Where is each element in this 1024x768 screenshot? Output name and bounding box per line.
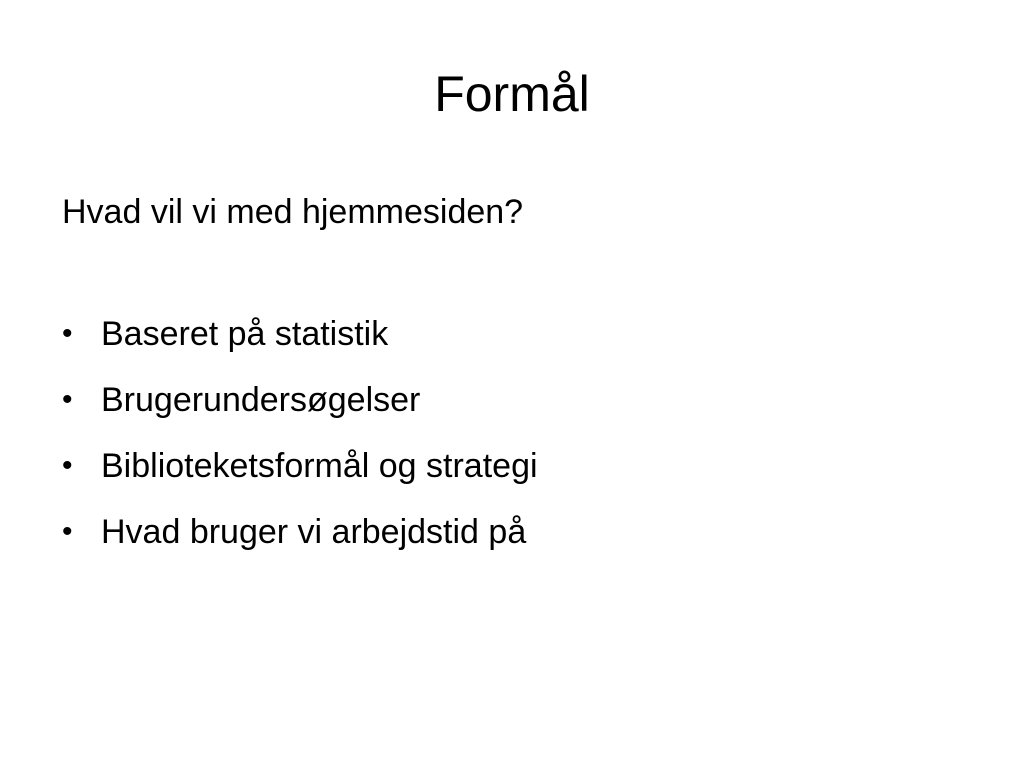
bullet-icon: • [62,449,73,482]
bullet-text: Biblioteketsformål og strategi [101,447,538,485]
bullet-icon: • [62,383,73,416]
bullet-text: Baseret på statistik [101,315,389,353]
intro-text: Hvad vil vi med hjemmesiden? [62,193,524,231]
bullet-text: Hvad bruger vi arbejdstid på [101,513,527,551]
bullet-icon: • [62,515,73,548]
bullet-icon: • [62,317,73,350]
slide-title: Formål [434,66,590,122]
bullet-text: Brugerundersøgelser [101,381,421,419]
